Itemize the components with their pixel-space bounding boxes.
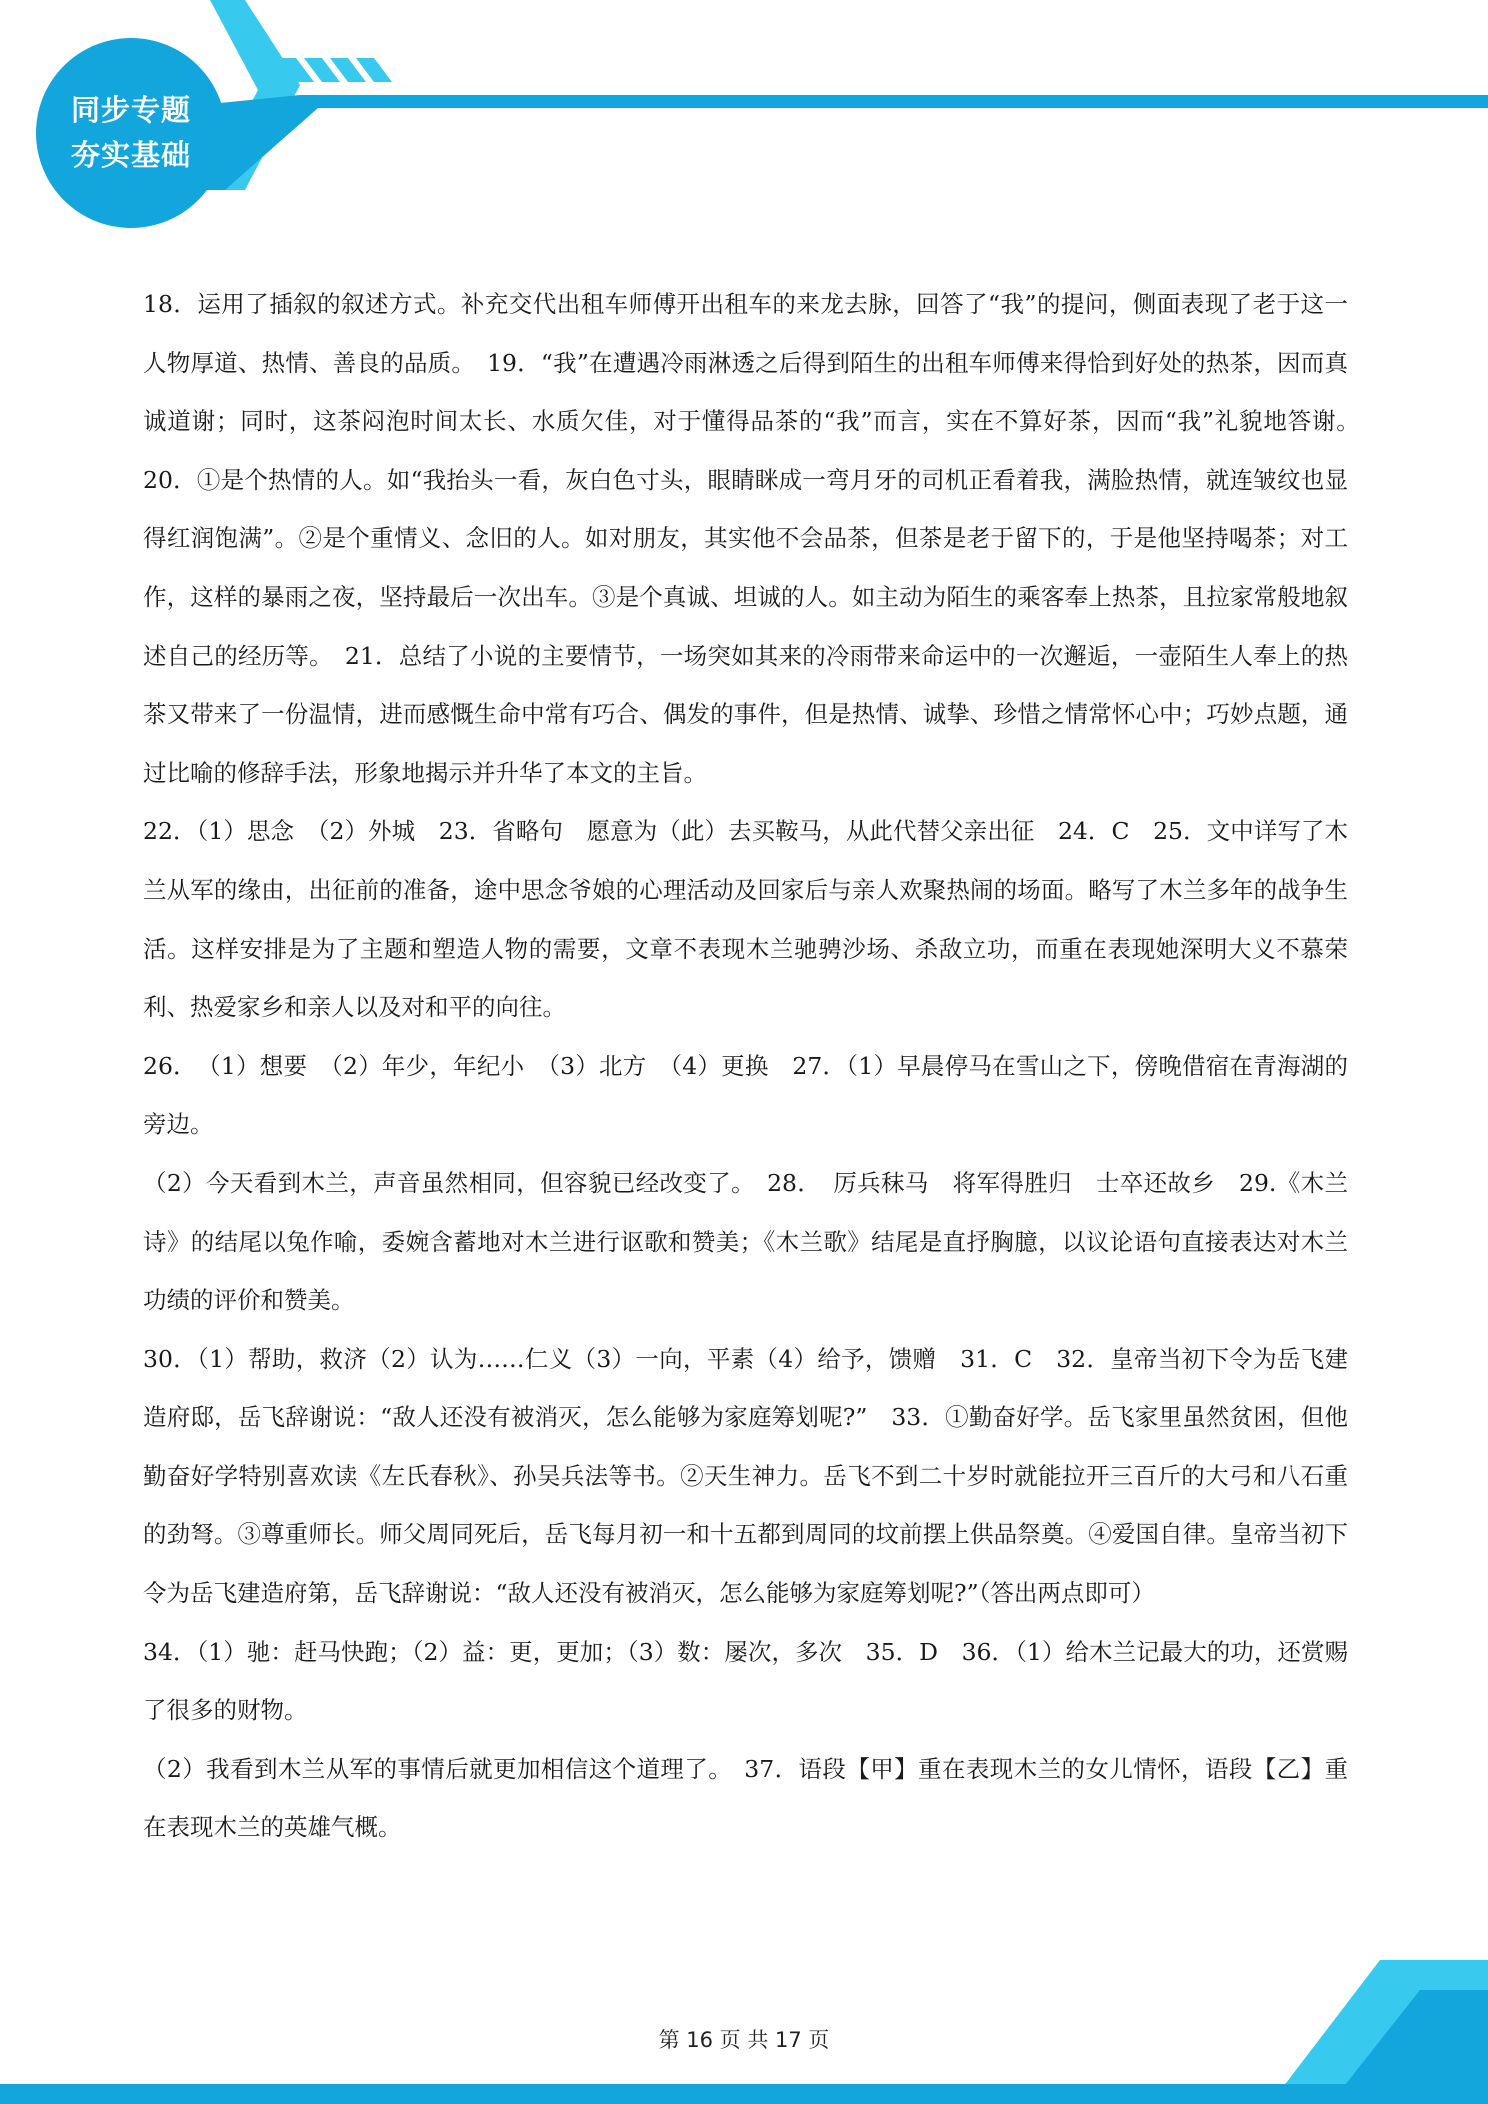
- answer-content: [143, 275, 1372, 1857]
- badge-line-2: 夯实基础: [70, 138, 191, 172]
- header-badge: [36, 38, 226, 228]
- answer-paragraph: 26． （1）想要 （2）年少，年纪小 （3）北方 （4）更换 27．（1）早晨停马在雪山之下，傍晚借宿在青海湖的旁边。: [143, 1051, 1348, 1139]
- answer-paragraph: （2）今天看到木兰，声音虽然相同，但容貌已经改变了。 28． 厉兵秣马 将军得胜归 士卒还故乡 29.《木兰诗》的结尾以兔作喻，委婉含蓄地对木兰进行讴歌和赞美；《木兰歌》结尾是直抒胸臆，以议论语句直接表达对木兰功绩的评价和赞美。: [143, 1168, 1348, 1315]
- answer-paragraph: 34．（1）驰：赶马快跑；（2）益：更，更加；（3）数：屡次，多次 35．D 36．（1）给木兰记最大的功，还赏赐了很多的财物。: [143, 1637, 1348, 1725]
- answer-paragraph: （2）我看到木兰从军的事情后就更加相信这个道理了。 37．语段【甲】重在表现木兰的女儿情怀，语段【乙】重在表现木兰的英雄气概。: [143, 1754, 1348, 1842]
- footer-bar: [0, 2084, 1488, 2104]
- answer-paragraph: 30．（1）帮助，救济（2）认为……仁义（3）一向，平素（4）给予，馈赠 31．C 32．皇帝当初下令为岳飞建造府邸，岳飞辞谢说：“敌人还没有被消灭，怎么能够为家庭筹划呢?” 33．①勤奋好学。岳飞家里虽然贫困，但他勤奋好学特别喜欢读《左氏春秋》、孙吴兵法等书。②天生神力。岳飞不到二十岁时就能拉开三百斤的大弓和八石重的劲弩。③尊重师长。师父周同死后，岳飞每月初一和十五都到周同的坟前摆上供品祭奠。④爱国自律。皇帝当初下令为岳飞建造府第，岳飞辞谢说：“敌人还没有被消灭，怎么能够为家庭筹划呢?”（答出两点即可）: [143, 1344, 1348, 1608]
- header-long-bar: [300, 95, 1488, 108]
- answer-paragraph: 22．（1）思念 （2）外城 23．省略句 愿意为（此）去买鞍马，从此代替父亲出征 24．C 25．文中详写了木兰从军的缘由，出征前的准备，途中思念爷娘的心理活动及回家后与亲人欢聚热闹的场面。略写了木兰多年的战争生活。这样安排是为了主题和塑造人物的需要，文章不表现木兰驰骋沙场、杀敌立功，而重在表现她深明大义不慕荣利、热爱家乡和亲人以及对和平的向往。: [143, 817, 1348, 1022]
- answer-paragraph: 18．运用了插叙的叙述方式。补充交代出租车师傅开出租车的来龙去脉，回答了“我”的提问，侧面表现了老于这一人物厚道、热情、善良的品质。 19．“我”在遭遇冷雨淋透之后得到陌生的出租车师傅来得恰到好处的热茶，因而真诚道谢；同时，这茶闷泡时间太长、水质欠佳，对于懂得品茶的“我”而言，实在不算好茶，因而“我”礼貌地答谢。 20．①是个热情的人。如“我抬头一看，灰白色寸头，眼睛眯成一弯月牙的司机正看着我，满脸热情，就连皱纹也显得红润饱满”。②是个重情义、念旧的人。如对朋友，其实他不会品茶，但茶是老于留下的，于是他坚持喝茶；对工作，这样的暴雨之夜，坚持最后一次出车。③是个真诚、坦诚的人。如主动为陌生的乘客奉上热茶，且拉家常般地叙述自己的经历等。 21．总结了小说的主要情节，一场突如其来的冷雨带来命运中的一次邂逅，一壶陌生人奉上的热茶又带来了一份温情，进而感慨生命中常有巧合、偶发的事件，但是热情、诚挚、珍惜之情常怀心中；巧妙点题，通过比喻的修辞手法，形象地揭示并升华了本文的主旨。: [143, 290, 1372, 787]
- header-decoration: [0, 0, 1488, 200]
- header-swoosh-dark: [200, 95, 1488, 190]
- badge-line-1: 同步专题: [70, 93, 191, 127]
- page-number: 第 16 页 共 17 页: [658, 2028, 830, 2052]
